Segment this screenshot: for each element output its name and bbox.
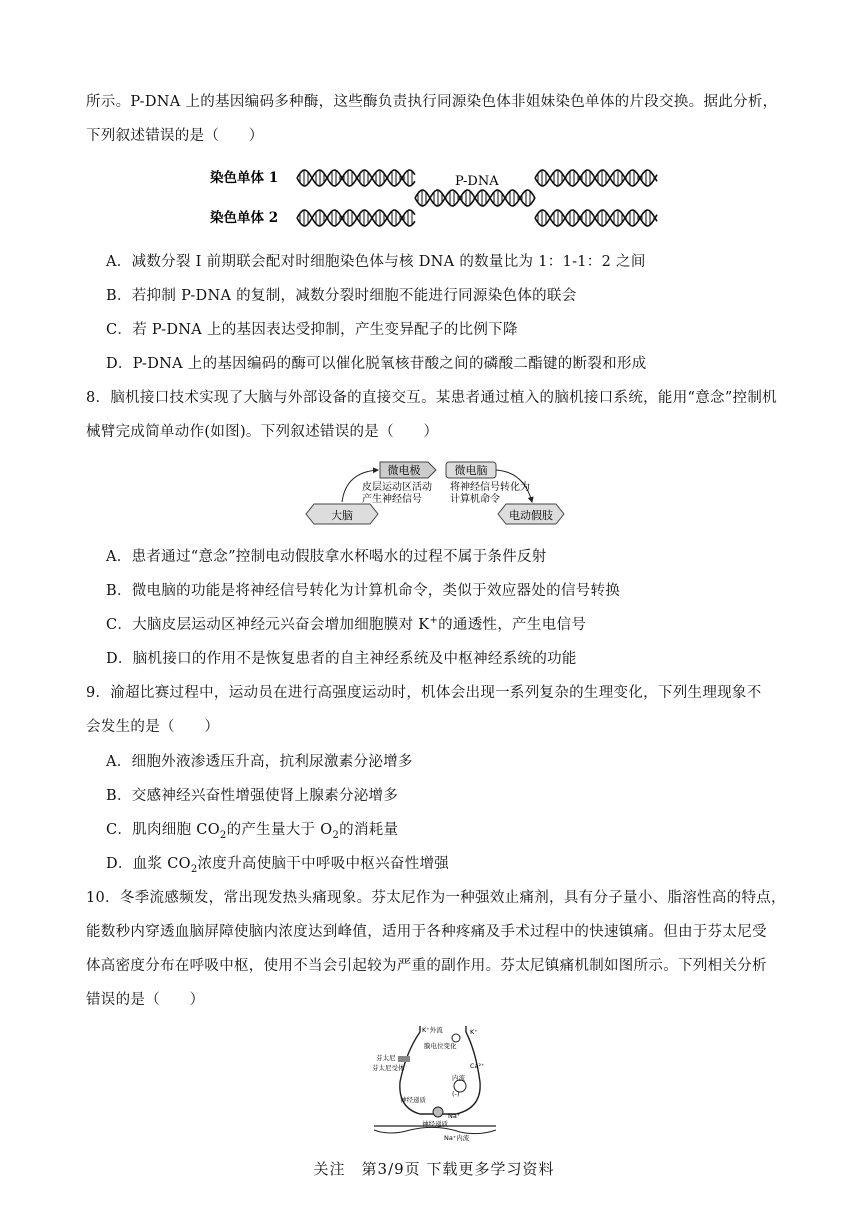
svg-text:K⁺: K⁺ bbox=[470, 1028, 478, 1036]
prosthesis-label: 电动假肢 bbox=[509, 509, 553, 522]
q10-fentanyl-figure bbox=[370, 1022, 500, 1144]
svg-text:Na⁺内流: Na⁺内流 bbox=[444, 1134, 470, 1142]
q7-dna-figure bbox=[205, 160, 665, 234]
q7-option-a: A．减数分裂 I 前期联会配对时细胞染色体与核 DNA 的数量比为 1：1-1：2 之间 bbox=[106, 254, 646, 270]
q9-option-a: A．细胞外液渗透压升高，抗利尿激素分泌增多 bbox=[106, 754, 413, 770]
electrode-label: 微电极 bbox=[387, 464, 421, 477]
computer-label: 微电脑 bbox=[454, 464, 488, 477]
q8-option-c: C．大脑皮层运动区神经元兴奋会增加细胞膜对 K+的通透性，产生电信号 bbox=[106, 615, 587, 633]
svg-text:内流: 内流 bbox=[452, 1074, 465, 1082]
svg-text:Ca²⁺: Ca²⁺ bbox=[470, 1062, 485, 1070]
q8-option-d: D．脑机接口的作用不是恢复患者的自主神经系统及中枢神经系统的功能 bbox=[106, 651, 577, 667]
brain-label: 大脑 bbox=[331, 509, 353, 522]
chromatid2-label: 染色单体 2 bbox=[210, 210, 279, 226]
q8-stem-line2: 械臂完成简单动作(如图)。下列叙述错误的是（ ） bbox=[86, 424, 439, 440]
q9-stem-line1: 9．渝超比赛过程中，运动员在进行高强度运动时，机体会出现一系列复杂的生理变化，下列生理现象不 bbox=[86, 685, 762, 701]
pdna-label: P-DNA bbox=[455, 174, 499, 189]
svg-text:神经递质: 神经递质 bbox=[400, 1096, 426, 1104]
q8-option-b: B．微电脑的功能是将神经信号转化为计算机命令，类似于效应器处的信号转换 bbox=[106, 583, 621, 599]
q9-option-c: C．肌肉细胞 $CO_2$的产生量大于 $O_2$的消耗量 bbox=[106, 822, 399, 841]
q10-stem-line4: 错误的是（ ） bbox=[86, 992, 205, 1008]
q8-bci-figure bbox=[300, 458, 568, 526]
svg-text:Na⁺: Na⁺ bbox=[448, 1112, 461, 1120]
svg-text:(-): (-) bbox=[452, 1090, 460, 1098]
svg-text:膜电位变化: 膜电位变化 bbox=[424, 1042, 457, 1050]
svg-text:K⁺外流: K⁺外流 bbox=[422, 1026, 443, 1034]
q8-stem-line1: 8．脑机接口技术实现了大脑与外部设备的直接交互。某患者通过植入的脑机接口系统，能用“意念”控制机 bbox=[86, 390, 777, 406]
q10-stem-line1: 10．冬季流感频发，常出现发热头痛现象。芬太尼作为一种强效止痛剂，具有分子量小、脂溶性高的特点， bbox=[86, 890, 786, 906]
q8-option-a: A．患者通过“意念”控制电动假肢拿水杯喝水的过程不属于条件反射 bbox=[106, 549, 547, 565]
svg-text:芬太尼受体: 芬太尼受体 bbox=[372, 1064, 405, 1072]
note-left-1: 皮层运动区活动 bbox=[362, 482, 432, 493]
q9-option-b: B．交感神经兴奋性增强使肾上腺素分泌增多 bbox=[106, 788, 399, 804]
note-left-2: 产生神经信号 bbox=[362, 494, 422, 505]
page-footer: 关注 第3/9页 下载更多学习资料 bbox=[313, 1160, 555, 1178]
q7-option-c: C．若 P-DNA 上的基因表达受抑制，产生变异配子的比例下降 bbox=[106, 322, 518, 338]
q7-stem-line1: 所示。P-DNA 上的基因编码多种酶，这些酶负责执行同源染色体非姐妹染色单体的片段交换。据此分析， bbox=[86, 94, 778, 110]
q10-stem-line2: 能数秒内穿透血脑屏障使脑内浓度达到峰值，适用于各种疼痛及手术过程中的快速镇痛。但由于芬太尼受 bbox=[86, 924, 767, 940]
q7-stem-line2: 下列叙述错误的是（ ） bbox=[86, 128, 264, 144]
q9-stem-line2: 会发生的是（ ） bbox=[86, 719, 220, 735]
q7-option-d: D．P-DNA 上的基因编码的酶可以催化脱氧核苷酸之间的磷酸二酯键的断裂和形成 bbox=[106, 356, 647, 372]
svg-text:神经递质: 神经递质 bbox=[422, 1120, 448, 1128]
q9-option-d: D．血浆 $CO_2$浓度升高使脑干中呼吸中枢兴奋性增强 bbox=[106, 856, 450, 875]
q10-stem-line3: 体高密度分布在呼吸中枢，使用不当会引起较为严重的副作用。芬太尼镇痛机制如图所示。下列相关分析 bbox=[86, 958, 767, 974]
chromatid1-label: 染色单体 1 bbox=[210, 170, 279, 186]
q7-option-b: B．若抑制 P-DNA 的复制，减数分裂时细胞不能进行同源染色体的联会 bbox=[106, 288, 577, 304]
svg-text:芬太尼: 芬太尼 bbox=[376, 1054, 396, 1062]
note-right-2: 计算机命令 bbox=[450, 494, 500, 505]
note-right-1: 将神经信号转化为 bbox=[450, 482, 530, 493]
